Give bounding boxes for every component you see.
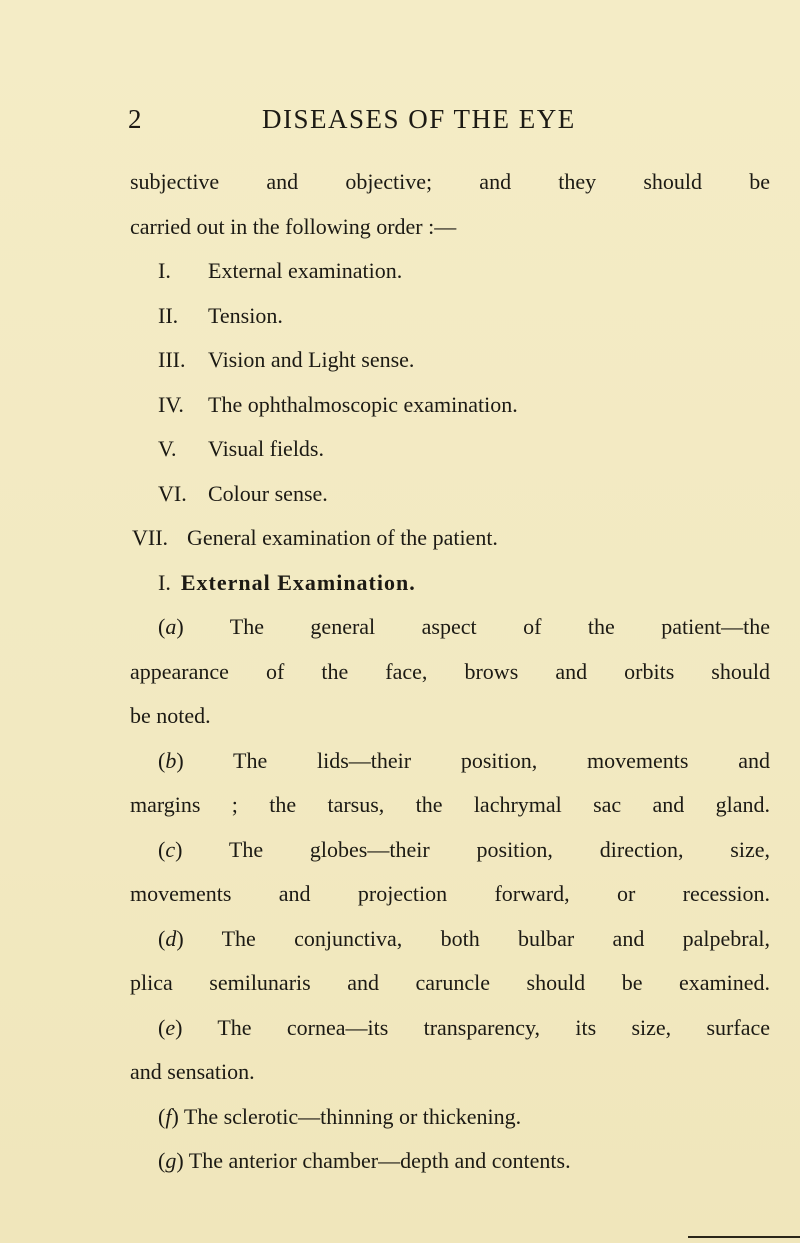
item-label: (g)	[158, 1148, 184, 1173]
item-a	[130, 605, 770, 739]
paragraph-line: (g) The anterior chamber—depth and contents.	[158, 1148, 571, 1173]
paragraph-line: carried out in the following order :—	[130, 213, 457, 239]
running-title: DISEASES OF THE EYE	[262, 104, 576, 134]
list-text: External examination.	[208, 258, 403, 283]
paragraph-line: plica semilunaris and caruncle should be examined.	[130, 970, 770, 995]
list-number: VII.	[132, 525, 169, 550]
paragraph-line: (e) The cornea—its transparency, its size, surface	[158, 1014, 770, 1040]
list-number: IV.	[158, 391, 184, 417]
item-b	[130, 739, 770, 828]
paragraph-line: and sensation.	[130, 1059, 255, 1084]
item-label: (d)	[158, 925, 184, 951]
list-text: Vision and Light sense.	[208, 347, 415, 372]
list-number: V.	[158, 436, 177, 461]
item-label: (c)	[158, 836, 183, 862]
list-item	[130, 427, 770, 472]
list-text: The ophthalmoscopic examination.	[208, 391, 518, 417]
list-text: Colour sense.	[208, 480, 328, 506]
paragraph-line: be noted.	[130, 703, 211, 728]
list-item	[130, 294, 770, 339]
item-label: (a)	[158, 614, 184, 639]
list-text: General examination of the patient.	[187, 525, 498, 550]
item-label: (b)	[158, 747, 184, 773]
examination-order-list	[130, 249, 770, 561]
paragraph-line: (b) The lids—their position, movements and	[158, 747, 770, 773]
section-heading	[130, 561, 770, 606]
page-number: 2	[128, 104, 143, 134]
body-text	[130, 160, 770, 1184]
paragraph-line: (a) The general aspect of the patient—the	[158, 614, 770, 639]
page-edge-rule	[688, 1236, 800, 1238]
item-f	[130, 1095, 770, 1140]
item-label: (f)	[158, 1103, 179, 1129]
list-item	[130, 249, 770, 294]
section-number: I.	[158, 569, 171, 595]
list-number: II.	[158, 302, 179, 328]
paragraph-line: (c) The globes—their position, direction, size,	[158, 836, 770, 862]
paragraph-line: movements and projection forward, or recession.	[130, 881, 770, 906]
item-c	[130, 828, 770, 917]
item-label: (e)	[158, 1014, 183, 1040]
item-g	[130, 1139, 770, 1184]
paragraph-line: subjective and objective; and they should be	[130, 169, 770, 194]
list-item	[130, 338, 770, 383]
item-e	[130, 1006, 770, 1095]
paragraph-line: (f) The sclerotic—thinning or thickening.	[158, 1103, 522, 1129]
paragraph-line: margins ; the tarsus, the lachrymal sac and gland.	[130, 792, 770, 817]
list-item	[130, 516, 770, 561]
running-header	[128, 104, 728, 144]
list-number: VI.	[158, 480, 187, 506]
list-text: Visual fields.	[208, 436, 324, 461]
list-item	[130, 472, 770, 517]
list-item	[130, 383, 770, 428]
paragraph-line: (d) The conjunctiva, both bulbar and palpebral,	[158, 925, 770, 951]
list-number: III.	[158, 347, 186, 372]
list-number: I.	[158, 258, 171, 283]
list-text: Tension.	[208, 302, 283, 328]
section-title: External Examination.	[180, 569, 416, 595]
paragraph-line: appearance of the face, brows and orbits should	[130, 658, 770, 684]
item-d	[130, 917, 770, 1006]
